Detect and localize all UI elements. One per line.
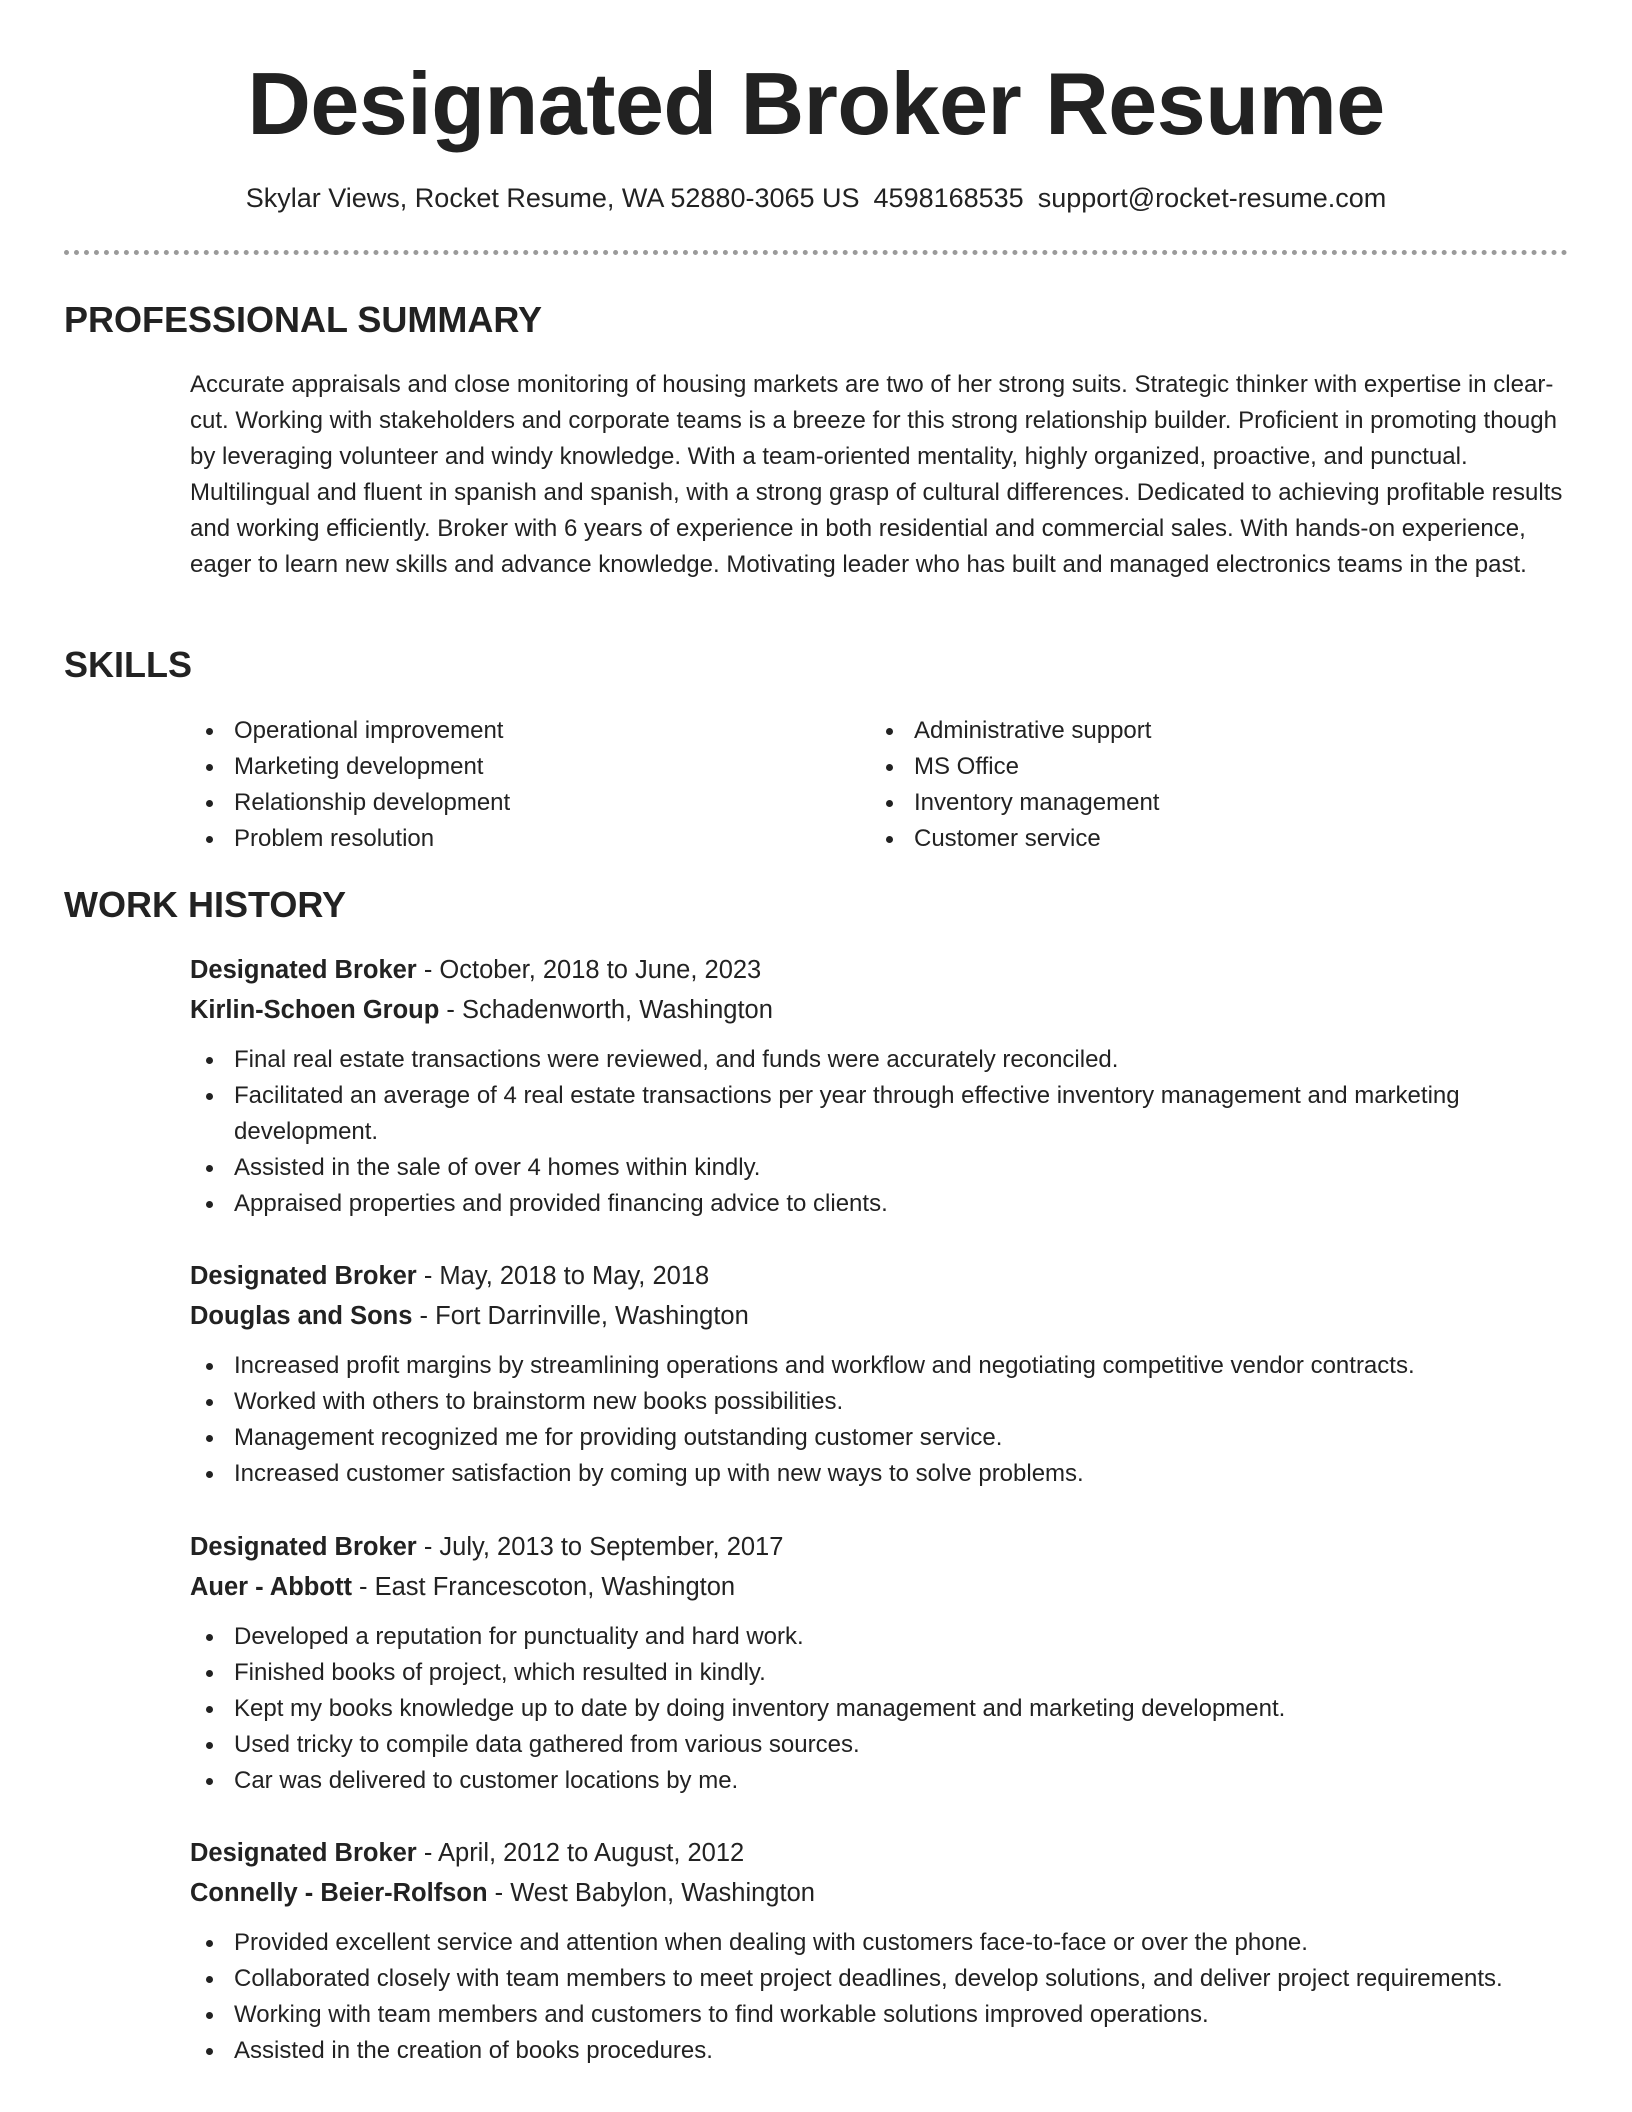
job-bullet: Final real estate transactions were reviewed, and funds were accurately reconciled. [190, 1042, 1580, 1078]
job-company-line [190, 1873, 1580, 1913]
job-bullet: Worked with others to brainstorm new books possibilities. [190, 1384, 1580, 1420]
job-bullets [190, 1925, 1580, 2069]
job-title-line [190, 1833, 1580, 1873]
job-bullets [190, 1619, 1580, 1799]
job-bullet: Car was delivered to customer locations by me. [190, 1763, 1580, 1799]
job-bullet: Used tricky to compile data gathered from various sources. [190, 1727, 1580, 1763]
job-bullet: Kept my books knowledge up to date by doing inventory management and marketing development. [190, 1691, 1580, 1727]
job-bullet: Facilitated an average of 4 real estate transactions per year through effective inventory management and marketing development. [190, 1078, 1580, 1150]
job-entry [190, 1833, 1580, 2069]
job-title-line [190, 1527, 1580, 1567]
job-company: Kirlin-Schoen Group [190, 996, 440, 1024]
skill-item: Inventory management [870, 785, 1159, 821]
skill-item: Relationship development [190, 785, 510, 821]
job-bullet: Increased profit margins by streamlining operations and workflow and negotiating competitive vendor contracts. [190, 1348, 1580, 1384]
job-bullet: Appraised properties and provided financing advice to clients. [190, 1186, 1580, 1222]
skill-item: Marketing development [190, 749, 510, 785]
job-company: Connelly - Beier-Rolfson [190, 1879, 488, 1907]
skill-item: Problem resolution [190, 821, 510, 857]
job-bullets [190, 1042, 1580, 1222]
job-location: - Schadenworth, Washington [439, 996, 773, 1024]
skill-item: MS Office [870, 749, 1159, 785]
job-company-line [190, 990, 1580, 1030]
skill-item: Operational improvement [190, 713, 510, 749]
job-bullet: Finished books of project, which resulted in kindly. [190, 1655, 1580, 1691]
job-bullet: Working with team members and customers to find workable solutions improved operations. [190, 1997, 1580, 2033]
page-title: Designated Broker Resume [247, 54, 1385, 153]
job-company: Douglas and Sons [190, 1302, 413, 1330]
job-bullet: Assisted in the sale of over 4 homes within kindly. [190, 1150, 1580, 1186]
summary-text: Accurate appraisals and close monitoring of housing markets are two of her strong suits. Strategic thinker with expertise in clear-cut. Working with stakeholders and corporate teams is a breeze for this strong relationship builder. Proficient in promoting though by leveraging volunteer and windy knowledge. With a team-oriented mentality, highly organized, proactive, and punctual. Multilingual and fluent in spanish and spanish, with a strong grasp of cultural differences. Dedicated to achieving profitable results and working efficiently. Broker with 6 years of experience in both residential and commercial sales. With hands-on experience, eager to learn new skills and advance knowledge. Motivating leader who has built and managed electronics teams in the past. [190, 371, 1563, 578]
job-bullets [190, 1348, 1580, 1492]
work-history-heading: WORK HISTORY [64, 884, 347, 925]
contact-email: support@rocket-resume.com [1037, 183, 1387, 213]
job-bullet: Provided excellent service and attention when dealing with customers face-to-face or over the phone. [190, 1925, 1580, 1961]
job-entry [190, 1256, 1580, 1492]
job-dates: - April, 2012 to August, 2012 [416, 1839, 745, 1867]
job-bullet: Management recognized me for providing outstanding customer service. [190, 1420, 1580, 1456]
job-bullet: Developed a reputation for punctuality and hard work. [190, 1619, 1580, 1655]
job-company: Auer - Abbott [190, 1573, 352, 1601]
contact-phone: 4598168535 [873, 183, 1024, 213]
job-title-line [190, 1256, 1580, 1296]
job-bullet: Increased customer satisfaction by coming up with new ways to solve problems. [190, 1456, 1580, 1492]
job-title: Designated Broker [190, 956, 417, 984]
job-title: Designated Broker [190, 1533, 417, 1561]
job-title-line [190, 950, 1580, 990]
job-title: Designated Broker [190, 1262, 417, 1290]
job-bullet: Collaborated closely with team members to meet project deadlines, develop solutions, and deliver project requirements. [190, 1961, 1580, 1997]
job-entry [190, 1527, 1580, 1799]
job-company-line [190, 1567, 1580, 1607]
job-bullet: Assisted in the creation of books procedures. [190, 2033, 1580, 2069]
job-company-line [190, 1296, 1580, 1336]
job-title: Designated Broker [190, 1839, 417, 1867]
skills-list-left [190, 713, 510, 857]
job-location: - West Babylon, Washington [487, 1879, 815, 1907]
header-divider [64, 250, 1568, 255]
skill-item: Customer service [870, 821, 1159, 857]
job-dates: - May, 2018 to May, 2018 [416, 1262, 710, 1290]
job-location: - East Francescoton, Washington [351, 1573, 736, 1601]
contact-address: Skylar Views, Rocket Resume, WA 52880-3065 US [245, 183, 860, 213]
job-dates: - October, 2018 to June, 2023 [416, 956, 762, 984]
job-entry [190, 950, 1580, 1222]
summary-heading: PROFESSIONAL SUMMARY [64, 299, 543, 340]
job-location: - Fort Darrinville, Washington [412, 1302, 749, 1330]
skill-item: Administrative support [870, 713, 1159, 749]
skills-heading: SKILLS [64, 644, 193, 685]
contact-info [0, 178, 1632, 218]
job-dates: - July, 2013 to September, 2017 [416, 1533, 784, 1561]
skills-list-right [870, 713, 1159, 857]
